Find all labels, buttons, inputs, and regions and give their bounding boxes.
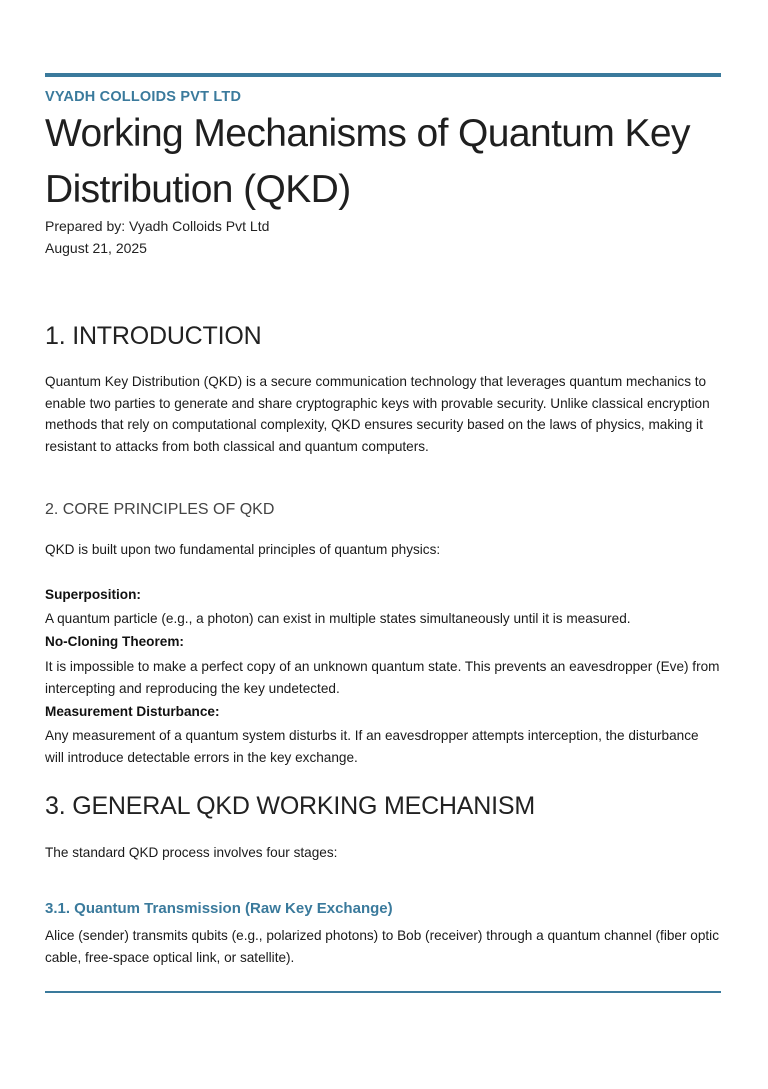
introduction-paragraph: Quantum Key Distribution (QKD) is a secure communication technology that leverages quantum mechanics to enable two parties to generate and share cryptographic keys with provable security. Unlike classical encryption methods that rely on computational complexity, QKD ensures security based on the laws of physics, making it resistant to attacks from both classical and quantum computers. [45,374,710,454]
company-name: VYADH COLLOIDS PVT LTD [45,89,242,105]
principle-term-measurement-disturbance: Measurement Disturbance: [45,704,220,719]
header-rule [45,73,721,77]
document-title: Working Mechanisms of Quantum Key Distribution (QKD) [45,112,690,211]
principle-text-measurement-disturbance: Any measurement of a quantum system disturbs it. If an eavesdropper attempts interception, the disturbance will introduce detectable errors in the key exchange. [45,728,699,765]
section-heading-general-mechanism: 3. GENERAL QKD WORKING MECHANISM [45,792,535,820]
principle-text-superposition: A quantum particle (e.g., a photon) can exist in multiple states simultaneously until it is measured. [45,611,631,626]
prepared-by: Prepared by: Vyadh Colloids Pvt Ltd [45,218,270,234]
document-date: August 21, 2025 [45,240,147,256]
core-principles-lead: QKD is built upon two fundamental principles of quantum physics: [45,542,441,557]
principle-term-superposition: Superposition: [45,587,141,602]
document-page [45,0,721,1089]
principle-term-no-cloning: No-Cloning Theorem: [45,634,184,649]
subsection-heading-quantum-transmission: 3.1. Quantum Transmission (Raw Key Exchange) [45,900,393,917]
general-mechanism-lead: The standard QKD process involves four stages: [45,845,338,860]
footer-rule [45,991,721,993]
section-heading-core-principles: 2. CORE PRINCIPLES OF QKD [45,501,275,518]
section-heading-introduction: 1. INTRODUCTION [45,322,262,350]
quantum-transmission-paragraph: Alice (sender) transmits qubits (e.g., polarized photons) to Bob (receiver) through a quantum channel (fiber optic cable, free-space optical link, or satellite). [45,928,719,965]
principle-text-no-cloning: It is impossible to make a perfect copy of an unknown quantum state. This prevents an eavesdropper (Eve) from intercepting and reproducing the key undetected. [45,659,720,696]
